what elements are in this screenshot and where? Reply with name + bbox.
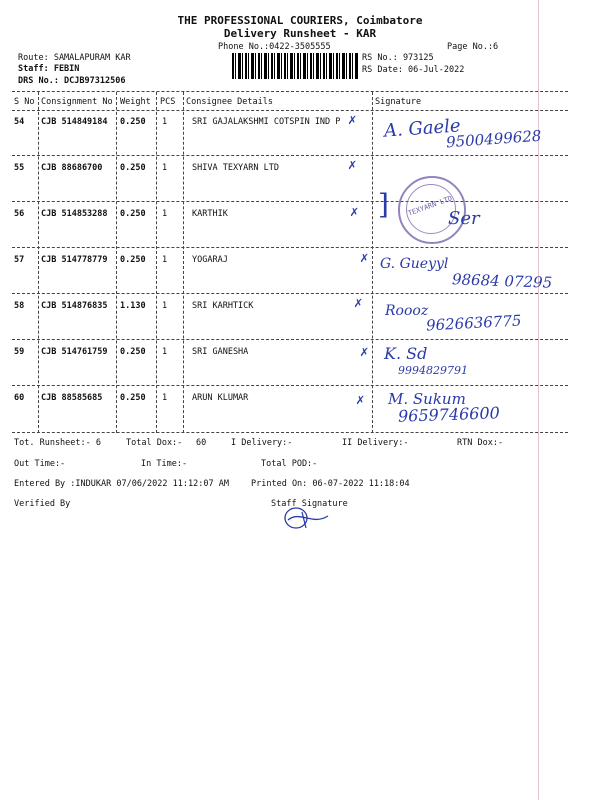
rs-date: RS Date: 06-Jul-2022 [362,65,465,75]
row-consignee: YOGARAJ [192,255,228,265]
row-rule [12,155,568,156]
col-signature: Signature [375,97,422,107]
tick-mark: ✗ [348,112,357,128]
staff: Staff: FEBIN [18,64,80,74]
signature-phone: 9659746600 [397,403,501,426]
printed-on: Printed On: 06-07-2022 11:18:04 [251,479,410,489]
barcode [232,53,358,79]
row-sno: 57 [14,255,25,265]
total-pod: Total POD:- [261,459,318,469]
row-weight: 0.250 [120,117,146,127]
entered-by: Entered By :INDUKAR 07/06/2022 11:12:07 AM [14,479,229,489]
row-weight: 1.130 [120,301,146,311]
bracket-mark: ] [378,188,389,221]
row-weight: 0.250 [120,209,146,219]
tick-mark: ✗ [354,295,363,311]
row-consignee: SRI GANESHA [192,347,249,357]
col-consignment: Consignment No [41,97,113,107]
route: Route: SAMALAPURAM KAR [18,53,131,63]
row-sno: 60 [14,393,25,403]
row-pcs: 1 [162,301,168,311]
signature: M. Sukum [388,390,466,408]
signature: G. Gueyyl [380,256,449,272]
company-name: THE PROFESSIONAL COURIERS, Coimbatore [177,14,423,27]
staff-signature-mark [282,504,332,538]
page-edge-line [538,0,539,800]
row-rule [12,293,568,294]
rtn-dox: RTN Dox:- [457,438,504,448]
in-time: In Time:- [141,459,188,469]
col-divider [183,92,184,433]
row-consignee: ARUN KLUMAR [192,393,249,403]
row-consignment: CJB 514876835 [41,301,108,311]
document-title: Delivery Runsheet - KAR [223,27,377,40]
verified-by: Verified By [14,499,71,509]
signature-phone: 9500499628 [445,126,542,152]
phone-number: Phone No.:0422-3505555 [218,42,331,52]
row-weight: 0.250 [120,393,146,403]
signature: Ser [448,208,480,229]
row-rule [12,201,568,202]
col-divider [116,92,117,433]
row-rule [12,385,568,386]
row-consignment: CJB 514853288 [41,209,108,219]
header-bottom-rule [12,110,568,111]
row-pcs: 1 [162,347,168,357]
col-consignee: Consignee Details [186,97,273,107]
signature: K. Sd [384,344,428,363]
row-pcs: 1 [162,209,168,219]
col-sno: S No [14,97,35,107]
row-pcs: 1 [162,255,168,265]
rs-number: RS No.: 973125 [362,53,434,63]
col-divider [38,92,39,433]
row-consignment: CJB 88686700 [41,163,103,173]
tick-mark: ✗ [356,392,365,408]
tick-mark: ✗ [350,204,359,220]
signature-phone: 9626636775 [425,311,522,335]
row-weight: 0.250 [120,347,146,357]
out-time: Out Time:- [14,459,66,469]
stamp-text: TEXYARN LTD [407,194,454,218]
tot-runsheet: Tot. Runsheet:- 6 [14,438,101,448]
i-delivery: I Delivery:- [231,438,293,448]
row-sno: 56 [14,209,25,219]
row-rule [12,247,568,248]
total-dox-label: Total Dox:- [126,438,183,448]
drs-number: DRS No.: DCJB97312506 [18,76,126,86]
row-consignee: SRI GAJALAKSHMI COTSPIN IND P [192,117,341,127]
row-consignment: CJB 514778779 [41,255,108,265]
tick-mark: ✗ [360,250,369,266]
tick-mark: ✗ [348,157,357,173]
total-dox-value: 60 [196,438,207,448]
row-rule [12,339,568,340]
signature: Roooz [385,303,429,319]
row-sno: 54 [14,117,25,127]
col-divider [156,92,157,433]
row-weight: 0.250 [120,255,146,265]
row-weight: 0.250 [120,163,146,173]
tick-mark: ✗ [360,344,369,360]
ii-delivery: II Delivery:- [342,438,409,448]
row-sno: 59 [14,347,25,357]
col-pcs: PCS [160,97,176,107]
row-sno: 55 [14,163,25,173]
row-consignment: CJB 514761759 [41,347,108,357]
row-consignee: SHIVA TEXYARN LTD [192,163,279,173]
row-consignee: KARTHIK [192,209,228,219]
signature-phone: 98684 07295 [451,270,553,292]
row-consignee: SRI KARHTICK [192,301,254,311]
col-divider [372,92,373,433]
row-consignment: CJB 88585685 [41,393,103,403]
col-weight: Weight [120,97,151,107]
staff-signature-label: Staff Signature [271,499,348,509]
row-sno: 58 [14,301,25,311]
row-consignment: CJB 514849184 [41,117,108,127]
table-bottom-rule [12,432,568,433]
page-number: Page No.:6 [447,42,499,52]
row-pcs: 1 [162,163,168,173]
signature-phone: 9994829791 [398,364,468,377]
row-pcs: 1 [162,117,168,127]
row-pcs: 1 [162,393,168,403]
table-top-rule [12,91,568,92]
signature: A. Gaele [383,115,462,142]
